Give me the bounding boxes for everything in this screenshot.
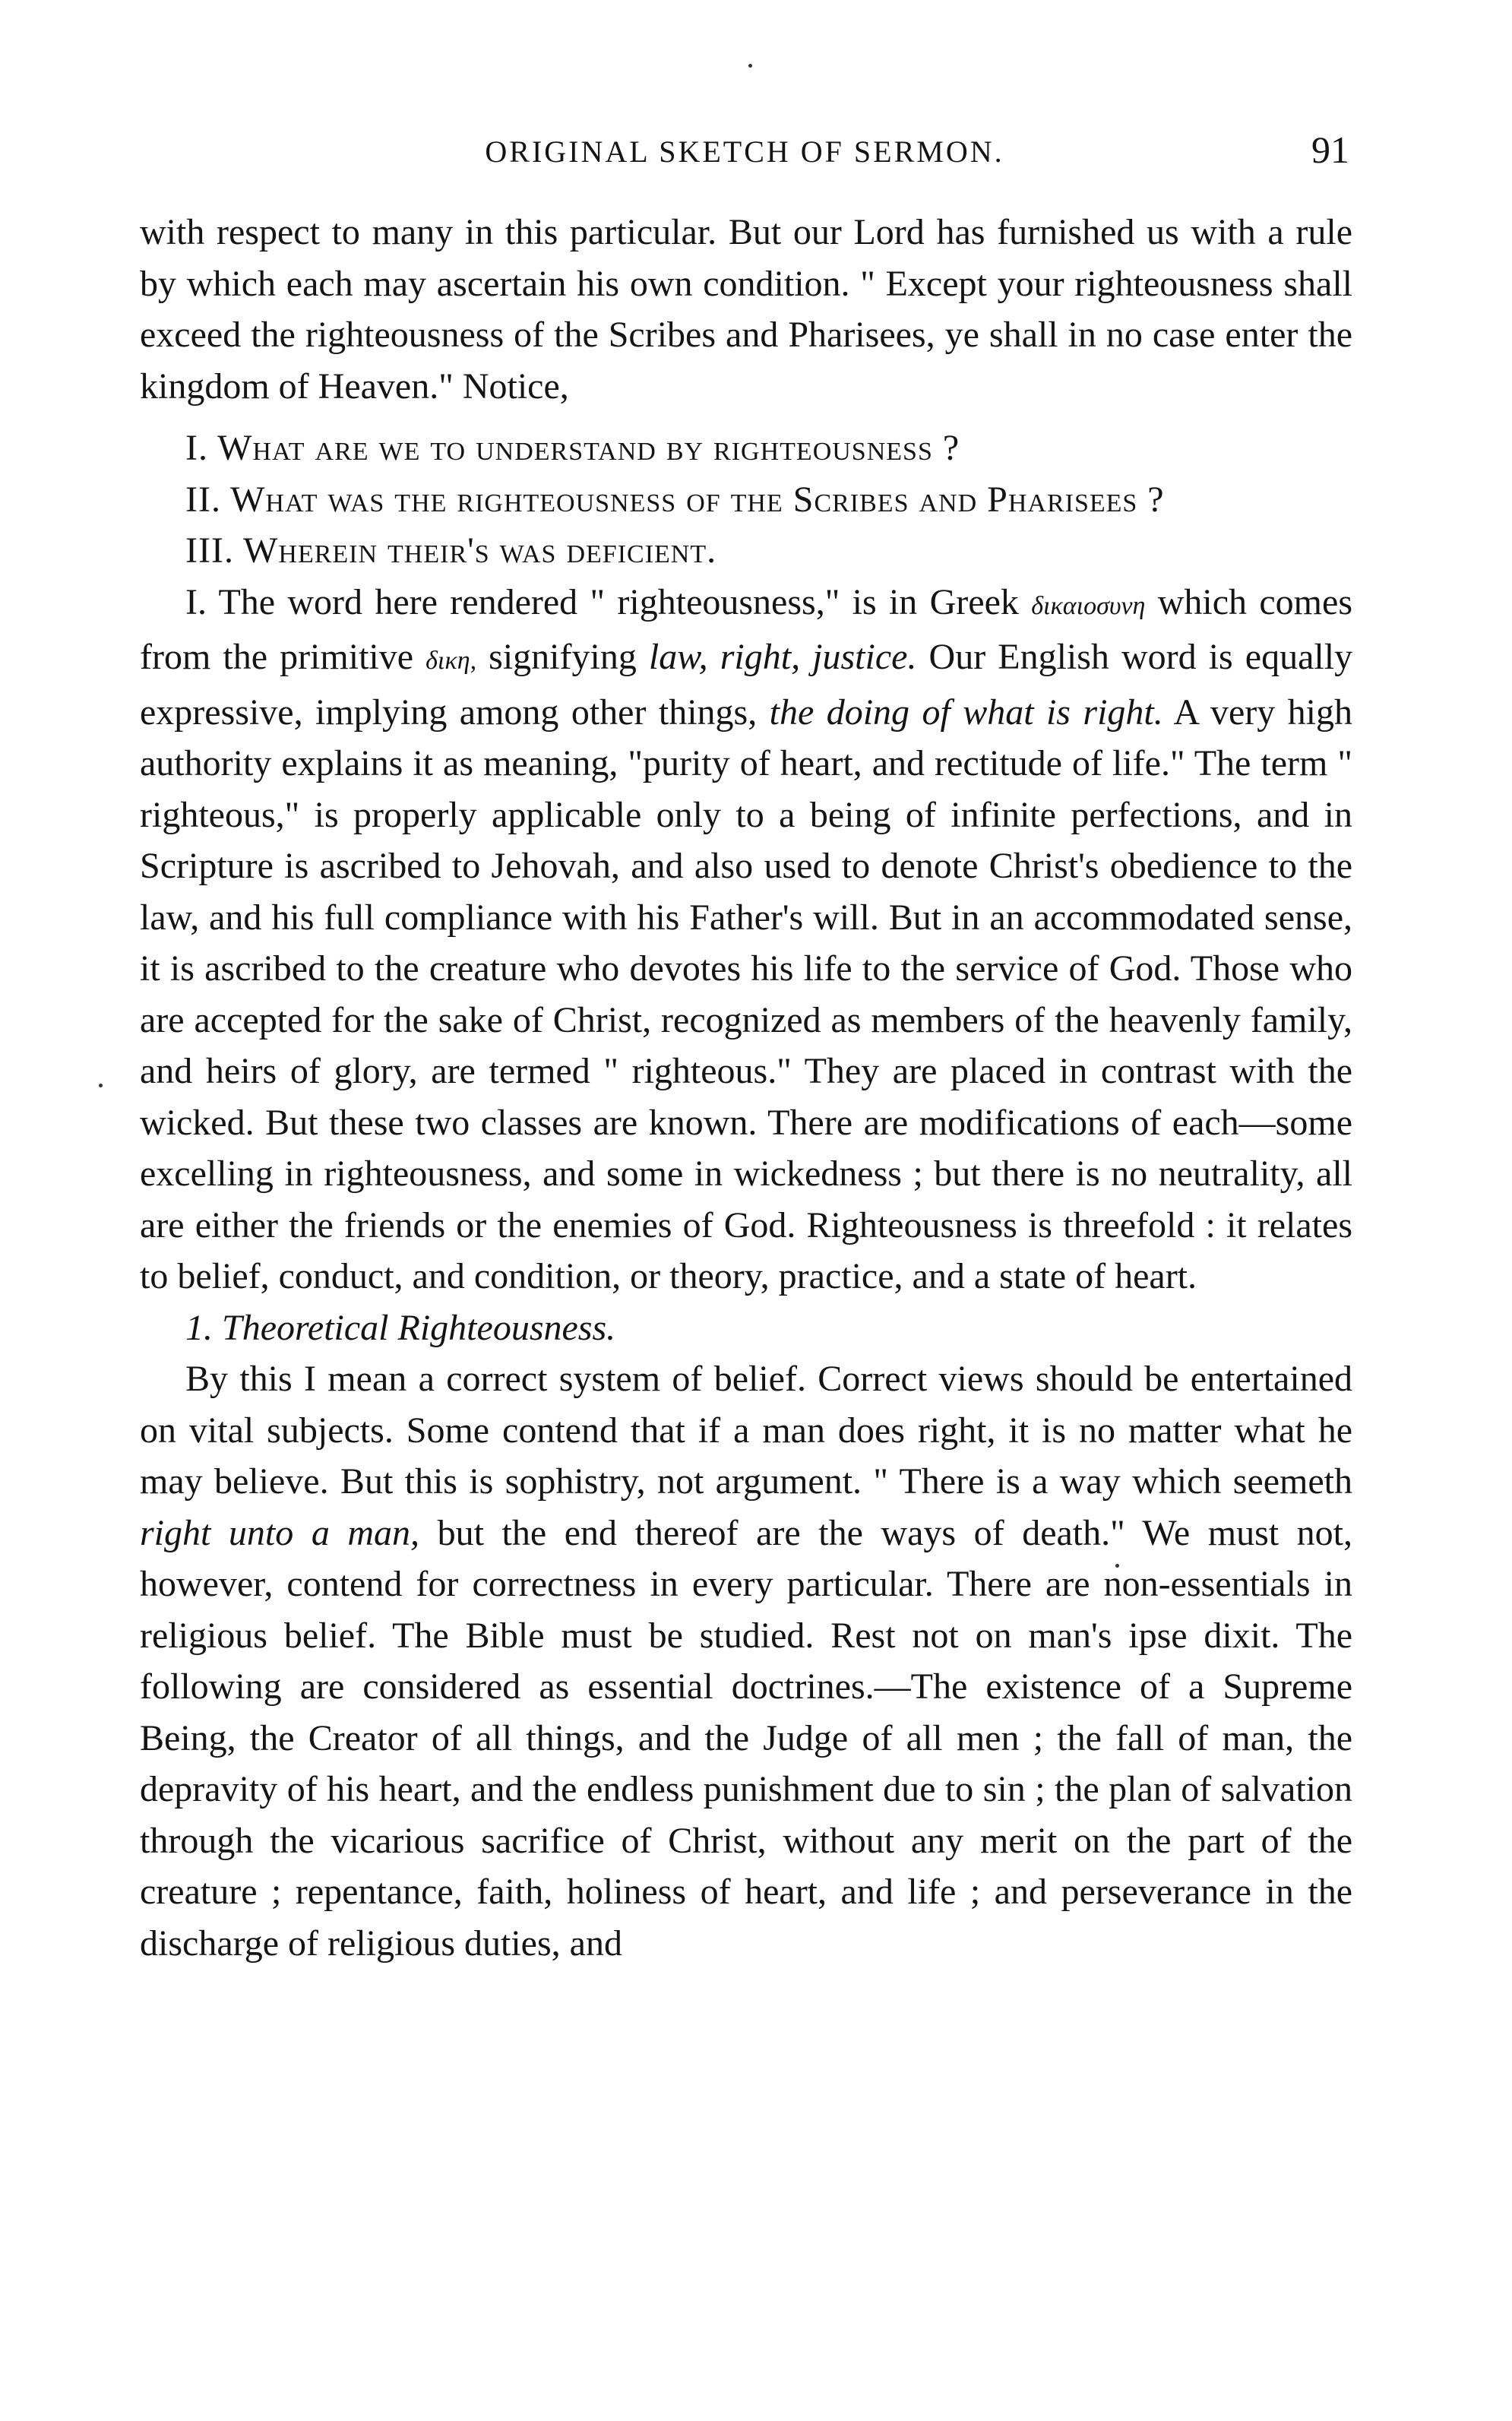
- text-run: Our English word is equally expressive, implying among other things,: [140, 637, 1353, 733]
- page-number: 91: [1311, 128, 1349, 171]
- text-run: By this I mean a correct system of belief. Correct views should be entertained on vital subjects. Some contend that if a man does right, it is no matter what he may believe. But this is sophistry, not argument. " There is a way which seemeth: [140, 1359, 1352, 1502]
- subheading: [140, 1302, 1352, 1354]
- paragraph-theoretical-righteousness: [140, 1353, 1352, 1969]
- emphasis: the doing of what is right.: [769, 691, 1163, 733]
- body-text: [140, 207, 1352, 1969]
- text-run: signifying: [489, 637, 637, 677]
- text-run: A very high authority explains it as meaning, "purity of heart, and rectitude of life." The term " righteous," is properly applicable only to a being of infinite perfections, and in Scripture is ascribed to Jehovah, and also used to denote Christ's obedience to the law, and his full compliance with his Father's will. But in an accommodated sense, it is ascribed to the creature who devotes his life to the service of God. Those who are accepted for the sake of Christ, recognized as members of the heavenly family, and heirs of glory, are termed " righteous." They are placed in contrast with the wicked. But these two classes are known. There are modifications of each—some excelling in righteousness, and some in wickedness ; but there is no neutrality, all are either the friends or the enemies of God. Righteousness is threefold : it relates to belief, conduct, and condition, or theory, practice, and a state of heart.: [140, 691, 1353, 1296]
- heading-1: I. What are we to understand by righteousness ?: [185, 428, 960, 468]
- page-header: [140, 128, 1349, 188]
- ink-speck: [748, 64, 752, 68]
- subheading-number: 1.: [185, 1307, 213, 1348]
- paragraph-righteousness-definition: [140, 577, 1352, 1302]
- greek-word: δικαιοσυνη: [1031, 591, 1146, 620]
- subheading-title: Theoretical Righteousness.: [222, 1307, 616, 1348]
- spacer: [140, 412, 1352, 422]
- intro-paragraph: with respect to many in this particular. But our Lord has furnished us with a rule by which each may ascertain his own condition. " Except your righteousness shall exceed the righteousness of the Scribes and Pharisees, ye shall in no case enter the kingdom of Heaven." Notice,: [140, 212, 1352, 407]
- text-run: but the end thereof are the ways of death." We must not, however, contend for correctness in every particular. There are non-essentials in religious belief. The Bible must be studied. Rest not on man's ipse dixit. The following are considered as essential doctrines.—The existence of a Supreme Being, the Creator of all things, and the Judge of all men ; the fall of man, the depravity of his heart, and the endless punishment due to sin ; the plan of salvation through the vicarious sacrifice of Christ, without any merit on the part of the creature ; repentance, faith, holiness of heart, and life ; and perseverance in the discharge of religious duties, and: [140, 1512, 1353, 1964]
- emphasis: law, right, justice.: [648, 637, 917, 677]
- emphasis: right unto a man,: [140, 1512, 420, 1553]
- ink-speck: [99, 1084, 103, 1087]
- text-run: I. The word here rendered " righteousness," is in Greek: [185, 581, 1019, 622]
- running-title: ORIGINAL SKETCH OF SERMON.: [485, 134, 1004, 169]
- heading-3: III. Wherein their's was deficient.: [185, 530, 717, 571]
- heading-2: II. What was the righteousness of the Scribes and Pharisees ?: [185, 479, 1165, 520]
- text-run: which comes from the primitive: [140, 581, 1353, 677]
- greek-word: δικη,: [425, 647, 477, 675]
